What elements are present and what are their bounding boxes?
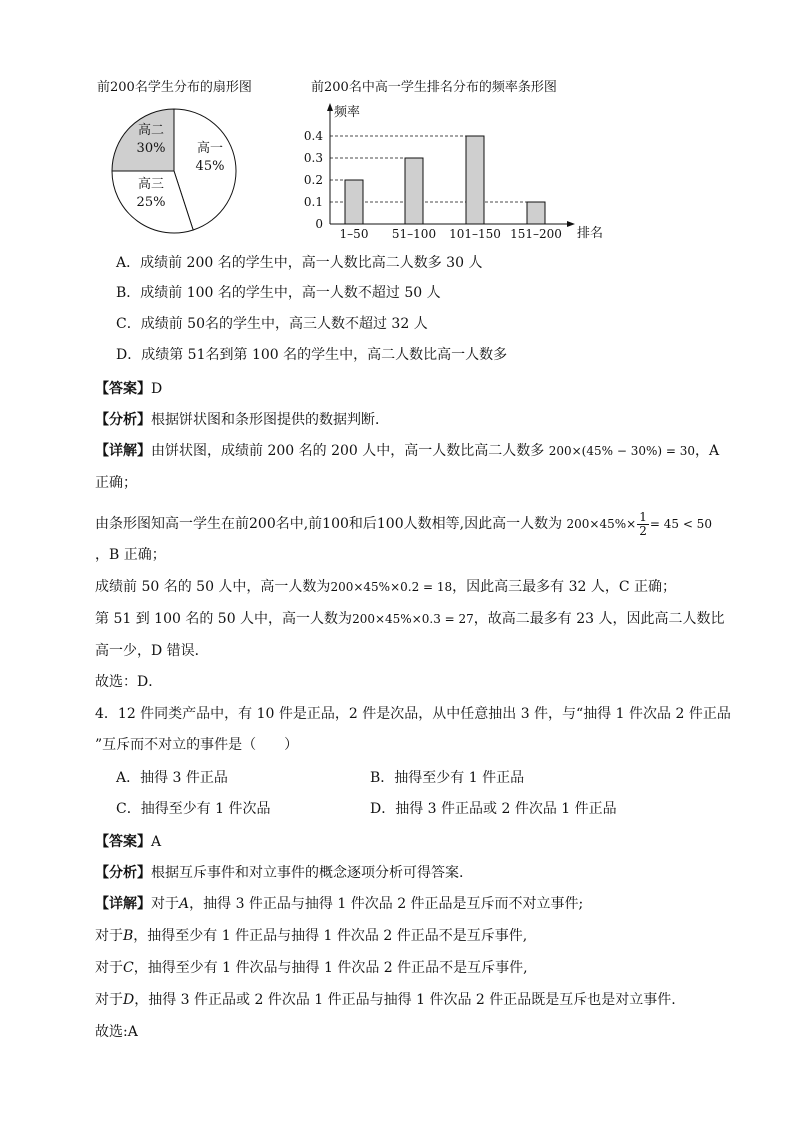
pie-slice-3 xyxy=(112,109,174,171)
q3-detail-text: ，因此高三最多有 32 人，C 正确； xyxy=(452,579,677,595)
math-var-a: A xyxy=(179,896,190,912)
q3-option-c: C．成绩前 50名的学生中，高三人数不超过 32 人 xyxy=(116,316,428,332)
q3-detail-formula-4: 200×45%×0.3 = 27 xyxy=(352,612,474,626)
x-tick-label: 1–50 xyxy=(339,227,369,241)
q3-answer-tag: 【答案】 xyxy=(95,381,151,397)
q4-detail-line-4 xyxy=(95,990,676,1010)
q4-detail-line-2 xyxy=(95,926,527,946)
q4-detail-line-3 xyxy=(95,958,528,978)
y-axis-arrow xyxy=(327,103,333,111)
formula-part: 200×45%× xyxy=(566,517,637,531)
q3-analysis-tag: 【分析】 xyxy=(95,412,151,428)
fraction-one-half xyxy=(637,511,649,538)
q3-detail-line-7: 高一少，D 错误． xyxy=(95,643,209,659)
q3-detail-text: 由条形图知高一学生在前200名中,前100和后100人数相等,因此高一人数为 xyxy=(95,516,563,532)
q3-answer xyxy=(95,379,162,399)
q4-stem-line-1: 4．12 件同类产品中，有 10 件是正品，2 件是次品，从中任意抽出 3 件，与“抽得 1 件次品 2 件正品 xyxy=(95,706,731,722)
q3-detail-formula-1: 200×(45% − 30%) = 30 xyxy=(548,444,696,458)
x-tick-labels xyxy=(340,227,562,241)
x-tick-label: 51–100 xyxy=(391,227,437,241)
q3-analysis xyxy=(95,410,389,430)
math-var-c: C xyxy=(123,960,134,976)
bar-chart-title: 前200名中高一学生排名分布的频率条形图 xyxy=(311,80,557,95)
q3-option-d: D．成绩第 51名到第 100 名的学生中，高二人数比高一人数多 xyxy=(116,347,508,363)
pie-label-grade3: 高三 xyxy=(137,177,165,192)
x-axis-arrow xyxy=(567,221,575,227)
q4-detail-text: 对于 xyxy=(151,896,179,912)
q3-detail-line-1 xyxy=(95,441,719,461)
q3-detail-line-4: ，B 正确； xyxy=(95,547,166,563)
q3-detail-text: ，故高二最多有 23 人，因此高二人数比 xyxy=(473,611,725,627)
bar-3 xyxy=(466,136,484,224)
q3-conclusion: 故选：D． xyxy=(95,674,163,690)
q3-detail-text: ，A xyxy=(695,443,720,459)
q4-detail-line-1 xyxy=(95,894,583,914)
fraction-numerator: 1 xyxy=(639,510,647,524)
q3-option-a: A．成绩前 200 名的学生中，高一人数比高二人数多 30 人 xyxy=(116,255,483,271)
q3-detail-line-2: 正确； xyxy=(95,475,137,491)
q3-detail-line-6 xyxy=(95,609,725,629)
q3-analysis-text: 根据饼状图和条形图提供的数据判断． xyxy=(151,412,389,428)
pie-pct-grade2: 30% xyxy=(136,141,166,156)
q4-detail-text: 对于 xyxy=(95,960,123,976)
q3-detail-tag: 【详解】 xyxy=(95,443,151,459)
y-tick-label: 0.1 xyxy=(303,195,323,209)
bar-2 xyxy=(405,158,423,224)
q3-detail-text: 由饼状图，成绩前 200 名的 200 人中，高一人数比高二人数多 xyxy=(151,443,545,459)
y-tick-label: 0.2 xyxy=(303,173,323,187)
bar-4 xyxy=(527,202,545,224)
q4-answer xyxy=(95,832,161,852)
q3-detail-text: 成绩前 50 名的 50 人中，高一人数为 xyxy=(95,579,331,595)
y-tick-label: 0.4 xyxy=(303,129,323,143)
bar-1 xyxy=(345,180,363,224)
q4-option-c: C．抽得至少有 1 件次品 xyxy=(116,801,271,817)
pie-pct-grade3: 25% xyxy=(136,195,166,210)
x-tick-label: 151–200 xyxy=(510,227,562,241)
q4-detail-text: 对于 xyxy=(95,992,123,1008)
pie-label-grade2: 高二 xyxy=(137,123,165,138)
bar-chart xyxy=(300,100,630,246)
x-tick-label: 101–150 xyxy=(449,227,501,241)
q3-option-b: B．成绩前 100 名的学生中，高一人数不超过 50 人 xyxy=(116,285,441,301)
q4-option-b: B．抽得至少有 1 件正品 xyxy=(370,770,525,786)
q3-answer-value: D xyxy=(151,381,163,397)
x-axis-label: 排名 xyxy=(577,226,604,241)
q4-option-a: A．抽得 3 件正品 xyxy=(116,770,228,786)
q3-detail-line-3 xyxy=(95,510,712,538)
q4-detail-text: ，抽得 3 件正品或 2 件次品 1 件正品与抽得 1 件次品 2 件正品既是互斥也是对立事件. xyxy=(134,992,676,1008)
y-axis-label: 频率 xyxy=(334,105,361,120)
q4-answer-tag: 【答案】 xyxy=(95,834,151,850)
pie-label-grade1: 高一 xyxy=(196,141,224,156)
q4-analysis-tag: 【分析】 xyxy=(95,865,151,881)
q4-detail-text: 对于 xyxy=(95,928,123,944)
q4-detail-text: ，抽得至少有 1 件正品与抽得 1 件次品 2 件正品不是互斥事件, xyxy=(133,928,528,944)
q4-analysis-text: 根据互斥事件和对立事件的概念逐项分析可得答案. xyxy=(151,865,464,881)
math-var-b: B xyxy=(123,928,134,944)
origin-label: 0 xyxy=(315,217,323,231)
bar-series xyxy=(345,136,545,224)
q3-detail-formula-2 xyxy=(566,510,712,538)
pie-chart xyxy=(104,108,244,234)
pie-pct-grade1: 45% xyxy=(195,159,225,174)
math-var-d: D xyxy=(123,992,135,1008)
q4-option-d: D．抽得 3 件正品或 2 件次品 1 件正品 xyxy=(370,801,617,817)
q3-detail-line-5 xyxy=(95,577,676,597)
formula-part: = 45 < 50 xyxy=(649,517,712,531)
q3-detail-formula-3: 200×45%×0.2 = 18 xyxy=(330,580,453,594)
q4-conclusion: 故选:A xyxy=(95,1024,138,1040)
pie-chart-title: 前200名学生分布的扇形图 xyxy=(97,80,252,95)
q4-analysis xyxy=(95,863,463,883)
y-tick-labels xyxy=(304,129,323,209)
q4-detail-tag: 【详解】 xyxy=(95,896,151,912)
y-tick-label: 0.3 xyxy=(303,151,323,165)
q3-detail-text: 第 51 到 100 名的 50 人中，高一人数为 xyxy=(95,611,353,627)
q4-detail-text: ，抽得至少有 1 件次品与抽得 1 件次品 2 件正品不是互斥事件, xyxy=(133,960,528,976)
fraction-denominator: 2 xyxy=(639,524,647,538)
q4-detail-text: ，抽得 3 件正品与抽得 1 件次品 2 件正品是互斥而不对立事件; xyxy=(189,896,584,912)
q4-stem-line-2: ”互斥而不对立的事件是（ ） xyxy=(95,737,299,753)
q4-answer-value: A xyxy=(151,834,162,850)
